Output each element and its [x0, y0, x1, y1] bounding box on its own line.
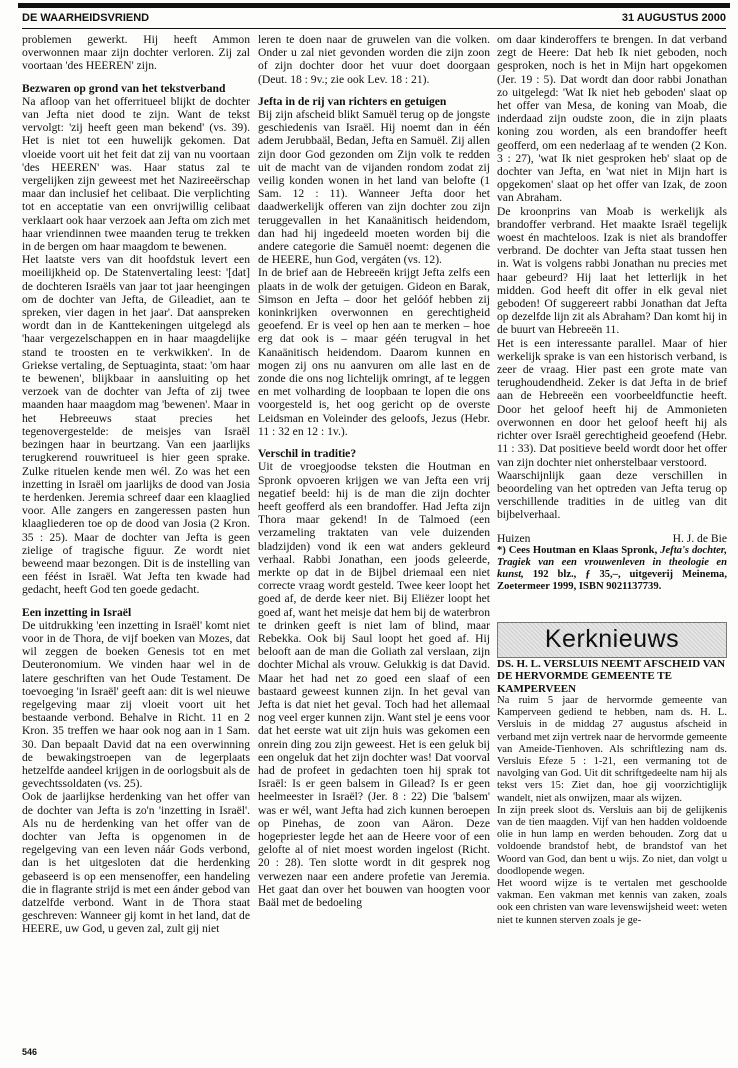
kerknieuws-banner [497, 622, 727, 658]
signature-author: H. J. de Bie [672, 531, 727, 545]
column-2 [258, 33, 490, 1045]
news-heading: DS. H. L. VERSLUIS NEEMT AFSCHEID VAN DE HERVORMDE GEMEENTE TE KAMPERVEEN [497, 657, 726, 695]
paragraph: De uitdrukking 'een inzetting in Israël' komt niet voor in de Thora, de vijf boeken van Mozes, dat wil zeggen de boeken Genesis tot en met Deuteronomium. We vinden haar wel in de latere geschriften van het Oude Testament. De toevoeging 'in Israël' geeft aan: dit is wel nieuwe regelgeving maar zij vloeit voort uit het bestaande verbond. Behalve in Richt. 11 en 2 Kron. 35 treffen we haar ook nog aan in 1 Sam. 30. Dan bepaalt David dat na een overwinning de bewakingstroepen van de legerplaats hetzelfde aandeel krijgen in de oorlogsbuit als de gevechtssoldaten (vs. 25). [22, 618, 250, 791]
paragraph: De kroonprins van Moab is werkelijk als brandoffer verbrand. Het maakte Israël tegelijk woest én machteloos. Izak is niet als brandoffer verbrand. De dochter van Jefta staat tussen hen in. Wat is volgens rabbi Jonathan nu precies met haar gebeurd? Hij laat het letterlijk in het midden. God heeft dit offer in elk geval niet geboden! Of suggereert rabbi Jonathan dat Jefta op dezelfde lijn zit als Abraham? Dan komt hij in de buurt van Hebreeën 11. [497, 204, 727, 337]
section-heading: Verschil in traditie? [258, 447, 357, 461]
section-heading: Bezwaren op grond van het tekstverband [22, 81, 226, 95]
kerknieuws-title: Kerknieuws [544, 624, 680, 653]
paragraph: Bij zijn afscheid blikt Samuël terug op de jongste geschiedenis van Israël. Hij noemt dan in één adem Jerubbaäl, Bedan, Jefta en Samuël. Zij allen zijn door God gezonden om Zijn volk te redden uit de macht van de vijanden rondom zodat zij veilig konden wonen in het land van belofte (1 Sam. 12 : 11). Wanneer Jefta door het daadwerkelijk offeren van zijn dochter zou zijn teruggevallen in het Kanaänitisch heidendom, dan had hij ingedeeld moeten worden bij die andere categorie die Samuël noemt: degenen die de HEERE, hun God, vergáten (vs. 12). [258, 108, 490, 267]
section-heading: Jefta in de rij van richters en getuigen [258, 94, 447, 108]
news-paragraph: Het woord wijze is te vertalen met geschoolde vakman. Een vakman met kennis van zaken, zoals ook een christen van ware levenswijsheid weet: weten niet te kunnen sterven zoals je ge- [497, 878, 727, 926]
signature-place: Huizen [497, 531, 531, 545]
column-1 [22, 33, 250, 1045]
paragraph: Het is een interessante parallel. Maar of hier werkelijk sprake is van een historisch verband, is zeer de vraag. Hier past een grote mate van terughoudendheid. Zeker is dat Jefta in de brief aan de Hebreeën een voorbeeldfunctie heeft. Door het geloof heeft hij de Ammonieten overwonnen en door het geloof heeft hij als richter over Israël gerechtigheid geoefend (Hebr. 11 : 33). Dat positieve beeld wordt door het offer van zijn dochter niet onherstelbaar verstoord. [497, 336, 727, 469]
paragraph: om daar kinderoffers te brengen. In dat verband zegt de Heere: Dat heb Ik niet geboden, noch gesproken, noch is het in Mijn hart opgekomen (Jer. 19 : 5). Dat wordt dan door rabbi Jonathan zo uitgelegd: 'Wat Ik niet heb geboden' slaat op het offer van Mesa, de koning van Moab, die inderdaad zijn oudste zoon, die in zijn plaats koning zou worden, als een brandoffer heeft geofferd, om een nederlaag af te wenden (2 Kon. 3 : 27), 'wat Ik niet gesproken heb' slaat op de dochter van Jefta, en 'wat niet in Mijn hart is opgekomen' slaat op het offer van Izak, de zoon van Abraham. [497, 33, 727, 205]
page-number: 546 [22, 1047, 38, 1057]
footnote-book-title: Jefta's dochter, Tragiek van een vrouwenleven in theologie en kunst, [497, 544, 727, 581]
paragraph: Uit de vroegjoodse teksten die Houtman en Spronk opvoeren krijgen we van Jefta een vrij negatief beeld: hij is de man die zijn dochter heeft geofferd als een brandoffer. Had Jefta zijn Thora maar gekend! In de Talmoed (een verzameling traktaten van vele duizenden bladzijden) vond ik een wat anders gekleurd verhaal. Rabbi Jonathan, een joods geleerde, merkte op dat in de Bijbel driemaal een niet correcte vraag wordt gesteld. Twee keer loopt het goed af, de derde keer niet. Bij Eliëzer loopt het goed af, want het meisje dat hem bij de waterbron te drinken geeft is niet lam of blind, maar Rebekka. Ook bij Saul loopt het goed af. Hij belooft aan de man die Goliath zal verslaan, zijn dochter Michal als vrouw. Gelukkig is dat David. Maar het had net zo goed een slaaf of een bastaard geweest kunnen zijn. In het geval van Jefta is dat niet het geval. Toch had het allemaal nog veel erger kunnen zijn. Want stel je eens voor dat het eerste wat uit zijn huis was gekomen een onrein ding zou zijn geweest. Het is een geluk bij een ongeluk dat het zijn dochter was! Dat voorval had de profeet in gedachten toen hij sprak tot Israël: Is er geen balsem in Gilead? Is er geen heelmeester in Israël? (Jer. 8 : 22) Die 'balsem' was er wél, want Jefta had zich kunnen beroepen op Pinehas, de zoon van Aäron. Deze hogepriester legde het aan de Heere voor of een gelofte al of niet moest worden ingelost (Richt. 20 : 28). Ten slotte wordt in dit gesprek nog verwezen naar een andere profetie van Jeremia. Het gaat dan over het bouwen van hoogten voor Baäl met de bedoeling [258, 460, 490, 909]
signature-line [497, 532, 727, 545]
news-paragraph: Na ruim 5 jaar de hervormde gemeente van Kamperveen gediend te hebben, nam ds. H. L. Versluis in de middag 27 augustus afscheid in verband met zijn vertrek naar de hervormde gemeente van Ameide-Tienhoven. Als schriftlezing nam ds. Versluis Efeze 5 : 1-21, een vermaning tot de navolging van God. Uit dit schriftgedeelte nam hij als tekst vers 15: Ziet dan, hoe gij voorzichtiglijk wandelt, niet als onwijzen, maar als wijzen. [497, 695, 727, 804]
paragraph: Ook de jaarlijkse herdenking van het offer van de dochter van Jefta is zo'n 'inzetting in Israël'. Als nu de herdenking van het offer van de dochter van Jefta is opgenomen in de regelgeving van een leven náár Gods verbond, dan is het uitgesloten dat die herdenking gebaseerd is op een mensenoffer, een handeling die in flagrante strijd is met een ánder gebod van datzelfde verbond. Want in de Thora staat geschreven: Wanneer gij komt in het land, dat de HEERE, uw God, u geven zal, zult gij niet [22, 790, 250, 936]
publication-title: DE WAARHEIDSVRIEND [22, 12, 150, 24]
news-paragraph: In zijn preek sloot ds. Versluis aan bij de gelijkenis van de tien maagden. Vijf van hen hadden voldoende olie in hun lamp en werden behouden. Zorg dat u voldoende brandstof hebt, de brandstof van het Woord van God, dan bent u wijs. Zo niet, dan volgt u doodlopende wegen. [497, 804, 727, 877]
section-heading: Een inzetting in Israël [22, 605, 132, 619]
column-3 [497, 33, 727, 1045]
footnote [497, 545, 727, 594]
paragraph: Waarschijnlijk gaan deze verschillen in beoordeling van het optreden van Jefta terug op verschillende tradities in de uitleg van dit bijbelverhaal. [497, 468, 727, 522]
footnote-details: 192 blz., ƒ 35,–, uitgeverij Meinema, Zoetermeer 1999, ISBN 9021137739. [497, 569, 727, 593]
paragraph: problemen gewerkt. Hij heeft Ammon overwonnen maar zijn dochter verloren. Zij zal voortaan 'des HEEREN' zijn. [22, 33, 250, 73]
footnote-authors: *) Cees Houtman en Klaas Spronk, [497, 544, 661, 556]
issue-date: 31 AUGUSTUS 2000 [621, 12, 726, 24]
paragraph: In de brief aan de Hebreeën krijgt Jefta zelfs een plaats in de wolk der getuigen. Gideon en Barak, Simson en Jefta – door het gelóóf hebben zij koninkrijken overwonnen en gerechtigheid geoefend. Er is veel op hen aan te merken – hoe erg dat ook is – maar géén terugval in het Kanaänitisch heidendom. Daarom kunnen en mogen zij ons nu aanvuren om alle last en de zonde die ons nog lichtelijk omringt, af te leggen en met volharding de loopbaan te lopen die ons voorgesteld is, het oog gericht op de overste Leidsman en Voleinder des geloofs, Jezus (Hebr. 11 : 32 en 12 : 1v.). [258, 266, 490, 438]
paragraph: leren te doen naar de gruwelen van die volken. Onder u zal niet gevonden worden die zijn zoon of zijn dochter door het vuur doet doorgaan (Deut. 18 : 9v.; zie ook Lev. 18 : 21). [258, 33, 490, 86]
top-rule [18, 3, 730, 8]
paragraph: Het laatste vers van dit hoofdstuk levert een moeilijkheid op. De Statenvertaling leest: '[dat] de dochteren Israëls van jaar tot jaar heengingen om de dochter van Jefta, de Gileadiet, aan te spreken, vier dagen in het jaar'. Dat aanspreken wordt dan in de Kanttekeningen uitgelegd als 'haar vergezelschappen en in haar maagdelijke stand te troosten en te verkwikken'. In de Griekse vertaling, de Septuaginta, staat: 'om haar te bewenen', blijkbaar in aansluiting op het verzoek van de dochter van Jefta of zij twee maanden haar maagdom mag 'bewenen'. Maar in het Hebreeuws staat precies het tegenovergestelde: de meisjes van Israël bezingen haar in beurtzang. Van een jaarlijks terugkerend rouwritueel is hier geen sprake. Zulke rituelen kende men wél. Zo was het een inzetting in Israël om jaarlijks de dood van Josia te herdenken. Jeremia schreef daar een klaaglied voor. Alle zangers en zangeressen pasten hun klaagliederen toe op de dood van Josia (2 Kron. 35 : 25). Maar de dochter van Jefta is geen zielige of tragische figuur. Ze wordt niet beweend maar bezongen. Dit is de instelling van een féést in Israël. Wat Jefta ten kwade had gedacht, heeft God ten goede gedacht. [22, 253, 250, 597]
paragraph: Na afloop van het offerritueel blijkt de dochter van Jefta niet dood te zijn. Want de tekst vervolgt: 'zij heeft geen man bekend' (vs. 39). Het is niet tot een huwelijk gekomen. Dat vloeide voort uit het feit dat zij van nu voortaan 'des HEEREN' was. Haar status zal te vergelijken zijn geweest met het Nazireeërschap maar dan inclusief het celibaat. Die verplichting tot en acceptatie van een onvrijwillig celibaat verklaart ook haar verzoek aan Jefta om zich met haar vriendinnen twee maanden terug te trekken in de bergen om haar maagdom te bewenen. [22, 94, 250, 254]
page-header [22, 12, 726, 29]
